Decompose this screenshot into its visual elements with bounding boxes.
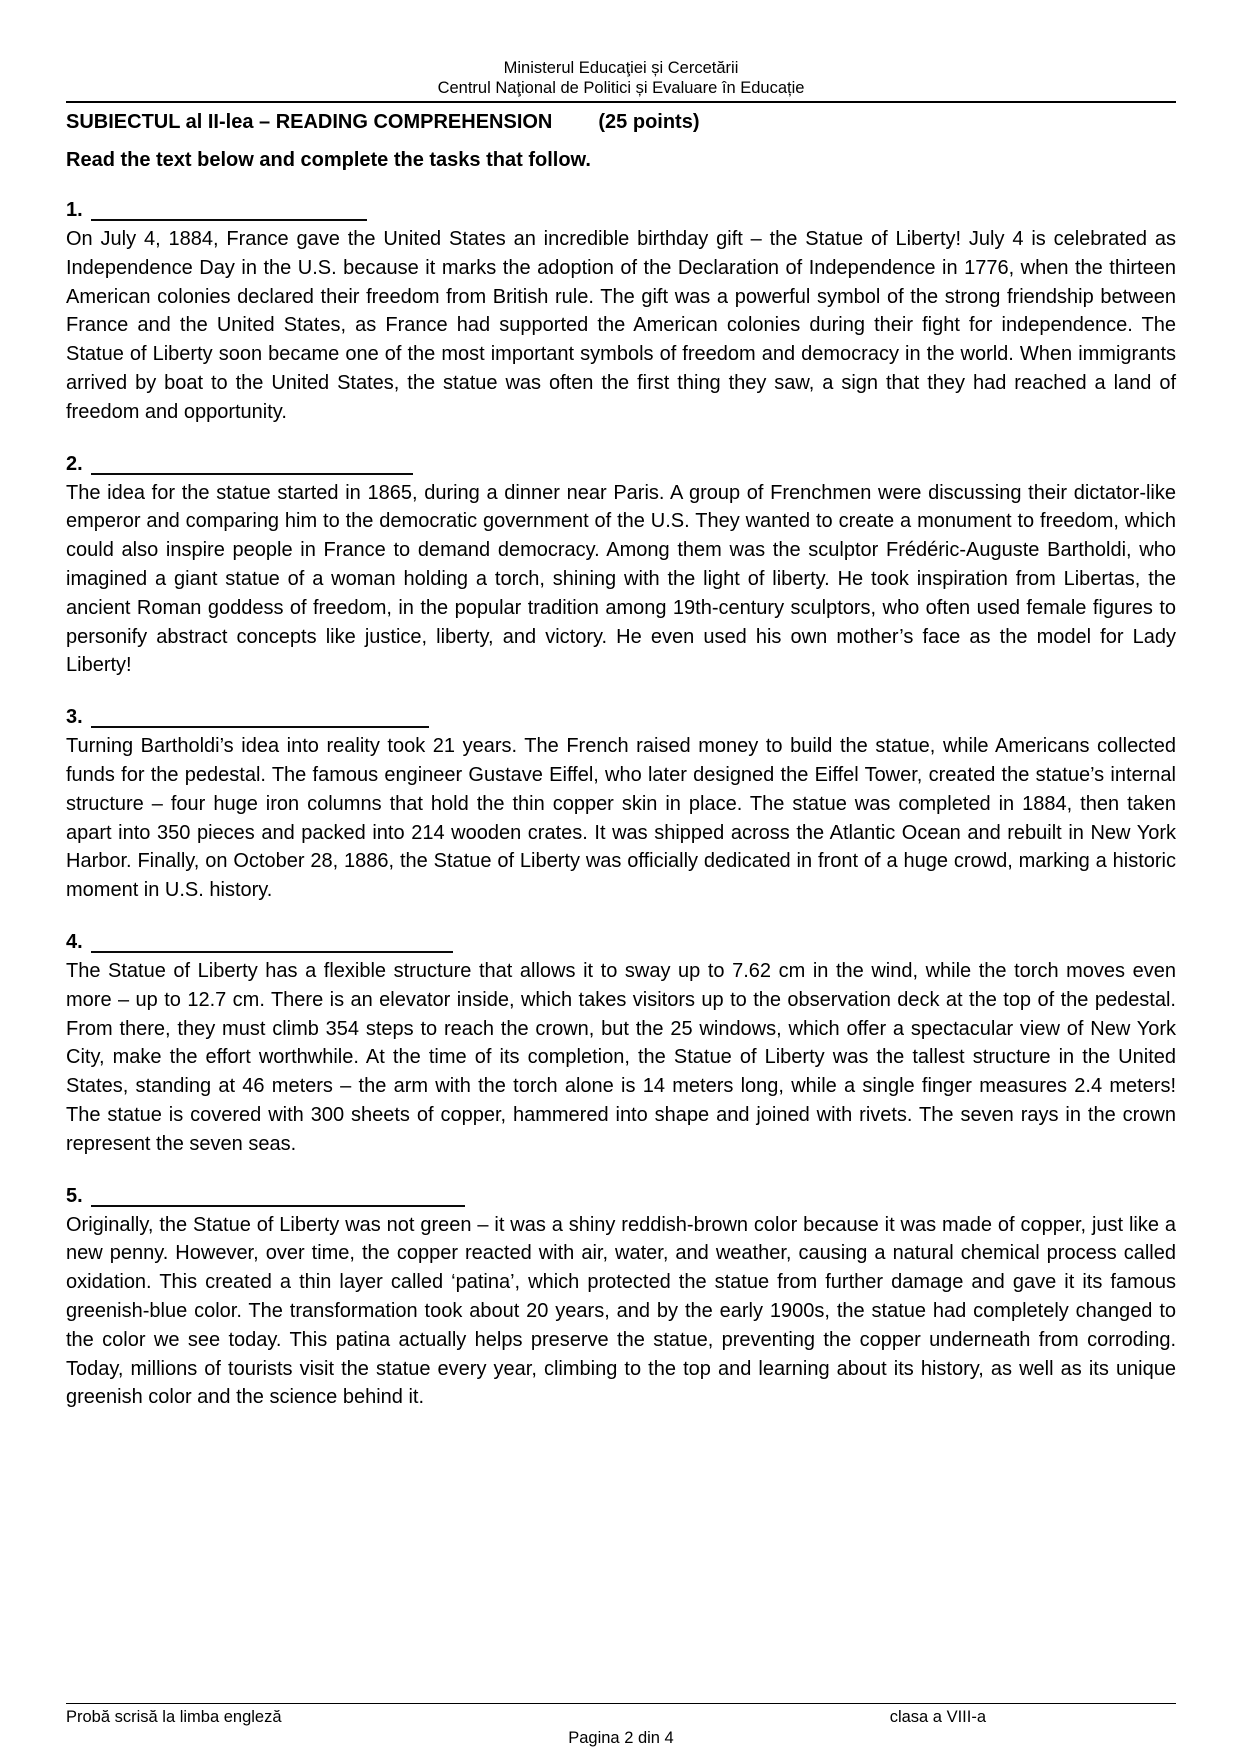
footer-row [66,1707,1176,1728]
answer-blank-line [91,451,413,475]
task-1 [66,196,1176,427]
task-paragraph: Originally, the Statue of Liberty was not green – it was a shiny reddish-brown color because it was made of copper, just like a new penny. However, over time, the copper reacted with air, water, and weather, causing a natural chemical process called oxidation. This created a thin layer called ‘patina’, which protected the statue from further damage and gave it its famous greenish-blue color. The transformation took about 20 years, and by the early 1900s, the statue had completely changed to the color we see today. This patina actually helps preserve the statue, preventing the copper underneath from corroding. Today, millions of tourists visit the statue every year, climbing to the top and learning about its history, as well as its unique greenish color and the science behind it. [66,1213,1176,1409]
answer-blank-line [91,1183,465,1207]
answer-blank-line [91,929,453,953]
footer-exam-name: Probă scrisă la limba engleză [66,1708,282,1726]
subject-title-text: SUBIECTUL al II-lea – READING COMPREHENSION [66,111,553,133]
footer-page-number: Pagina 2 din 4 [568,1729,674,1747]
points-label: (25 points) [598,111,700,133]
header-divider [66,101,1176,103]
task-number-label: 5. [66,1184,83,1207]
task-number [66,1182,1176,1210]
answer-blank-line [91,704,429,728]
task-paragraph: The idea for the statue started in 1865, during a dinner near Paris. A group of Frenchmen were discussing their dictator-like emperor and comparing him to the democratic government of the U.S. They wanted to create a monument to freedom, which could also inspire people in France to demand democracy. Among them was the sculptor Frédéric-Auguste Bartholdi, who imagined a giant statue of a woman holding a torch, shining with the light of liberty. He took inspiration from Libertas, the ancient Roman goddess of freedom, in the popular tradition among 19th-century sculptors, who often used female figures to personify abstract concepts like justice, liberty, and victory. He even used his own mother’s face as the model for Lady Liberty! [66,481,1176,677]
page-header [66,58,1176,98]
tasks-container [66,196,1176,1412]
footer-grade-label: clasa a VIII-a [889,1708,986,1726]
subject-title [66,109,1176,135]
task-number-label: 4. [66,930,83,953]
center-header-line: Centrul Naţional de Politici și Evaluare în Educație [437,79,805,97]
page-footer [66,1703,1176,1749]
task-number [66,928,1176,956]
task-4 [66,928,1176,1159]
ministry-header-line: Ministerul Educaţiei și Cercetării [503,59,739,77]
answer-blank-line [91,197,367,221]
task-number-label: 3. [66,706,83,729]
task-paragraph: On July 4, 1884, France gave the United States an incredible birthday gift – the Statue of Liberty! July 4 is celebrated as Independence Day in the U.S. because it marks the adoption of the Declaration of Independence in 1776, when the thirteen American colonies declared their freedom from British rule. The gift was a powerful symbol of the strong friendship between France and the United States, as France had supported the American colonies during their fight for independence. The Statue of Liberty soon became one of the most important symbols of freedom and democracy in the world. When immigrants arrived by boat to the United States, the statue was often the first thing they saw, a sign that they had reached a land of freedom and opportunity. [66,228,1176,423]
task-number-label: 2. [66,452,83,475]
task-paragraph: Turning Bartholdi’s idea into reality took 21 years. The French raised money to build the statue, while Americans collected funds for the pedestal. The famous engineer Gustave Eiffel, who later designed the Eiffel Tower, created the statue’s internal structure – four huge iron columns that hold the thin copper skin in place. The statue was completed in 1884, then taken apart into 350 pieces and packed into 214 wooden crates. It was shipped across the Atlantic Ocean and rebuilt in New York Harbor. Finally, on October 28, 1886, the Statue of Liberty was officially dedicated in front of a huge crowd, marking a historic moment in U.S. history. [66,735,1176,902]
task-3 [66,703,1176,905]
task-number [66,196,1176,224]
instruction-text: Read the text below and complete the tasks that follow. [66,149,591,171]
task-5 [66,1182,1176,1413]
task-number-label: 1. [66,199,83,221]
task-number [66,450,1176,478]
footer-divider [66,1703,1176,1704]
task-paragraph: The Statue of Liberty has a flexible structure that allows it to sway up to 7.62 cm in the wind, while the torch moves even more – up to 12.7 cm. There is an elevator inside, which takes visitors up to the observation deck at the top of the pedestal. From there, they must climb 354 steps to reach the crown, but the 25 windows, which offer a spectacular view of New York City, make the effort worthwhile. At the time of its completion, the Statue of Liberty was the tallest structure in the United States, standing at 46 meters – the arm with the torch alone is 14 meters long, while a single finger measures 2.4 meters! The statue is covered with 300 sheets of copper, hammered into shape and joined with rivets. The seven rays in the crown represent the seven seas. [66,959,1176,1155]
task-2 [66,450,1176,681]
task-number [66,703,1176,731]
